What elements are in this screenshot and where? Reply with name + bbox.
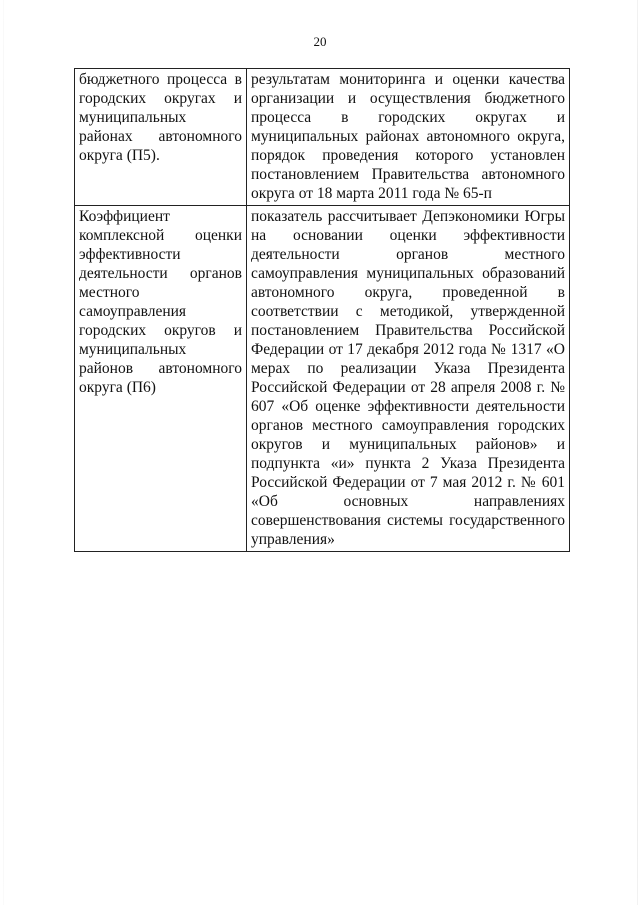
scan-edge-left — [3, 0, 4, 905]
indicator-table — [74, 68, 570, 552]
table-row — [75, 69, 570, 206]
indicator-description-cell: результатам мониторинга и оценки качества организации и осуществления бюджетного процесса в городских округах и муниципальных районах автономного округа, порядок проведения которого установлен постановлением Правительства автономного округа от 18 марта 2011 года № 65-п — [247, 69, 570, 206]
page-number: 20 — [313, 34, 327, 49]
table-row — [75, 206, 570, 552]
indicator-name-cell: бюджетного процесса в городских округах и муниципальных районах автономного округа (П5). — [75, 69, 247, 206]
scan-edge-right — [637, 0, 638, 905]
indicator-description-cell: показатель рассчитывает Депэкономики Югры на основании оценки эффективности деятельности органов местного самоуправления муниципальных образований автономного округа, проведенной в соответствии с методикой, утвержденной постановлением Правительства Российской Федерации от 17 декабря 2012 года № 1317 «О мерах по реализации Указа Президента Российской Федерации от 28 апреля 2008 г. № 607 «Об оценке эффективности деятельности органов местного самоуправления городских округов и муниципальных районов» и подпункта «и» пункта 2 Указа Президента Российской Федерации от 7 мая 2012 г. № 601 «Об основных направлениях совершенствования системы государственного управления» — [247, 206, 570, 552]
indicator-name-cell: Коэффициент комплексной оценки эффективности деятельности органов местного самоуправления городских округов и муниципальных районов автономного округа (П6) — [75, 206, 247, 552]
